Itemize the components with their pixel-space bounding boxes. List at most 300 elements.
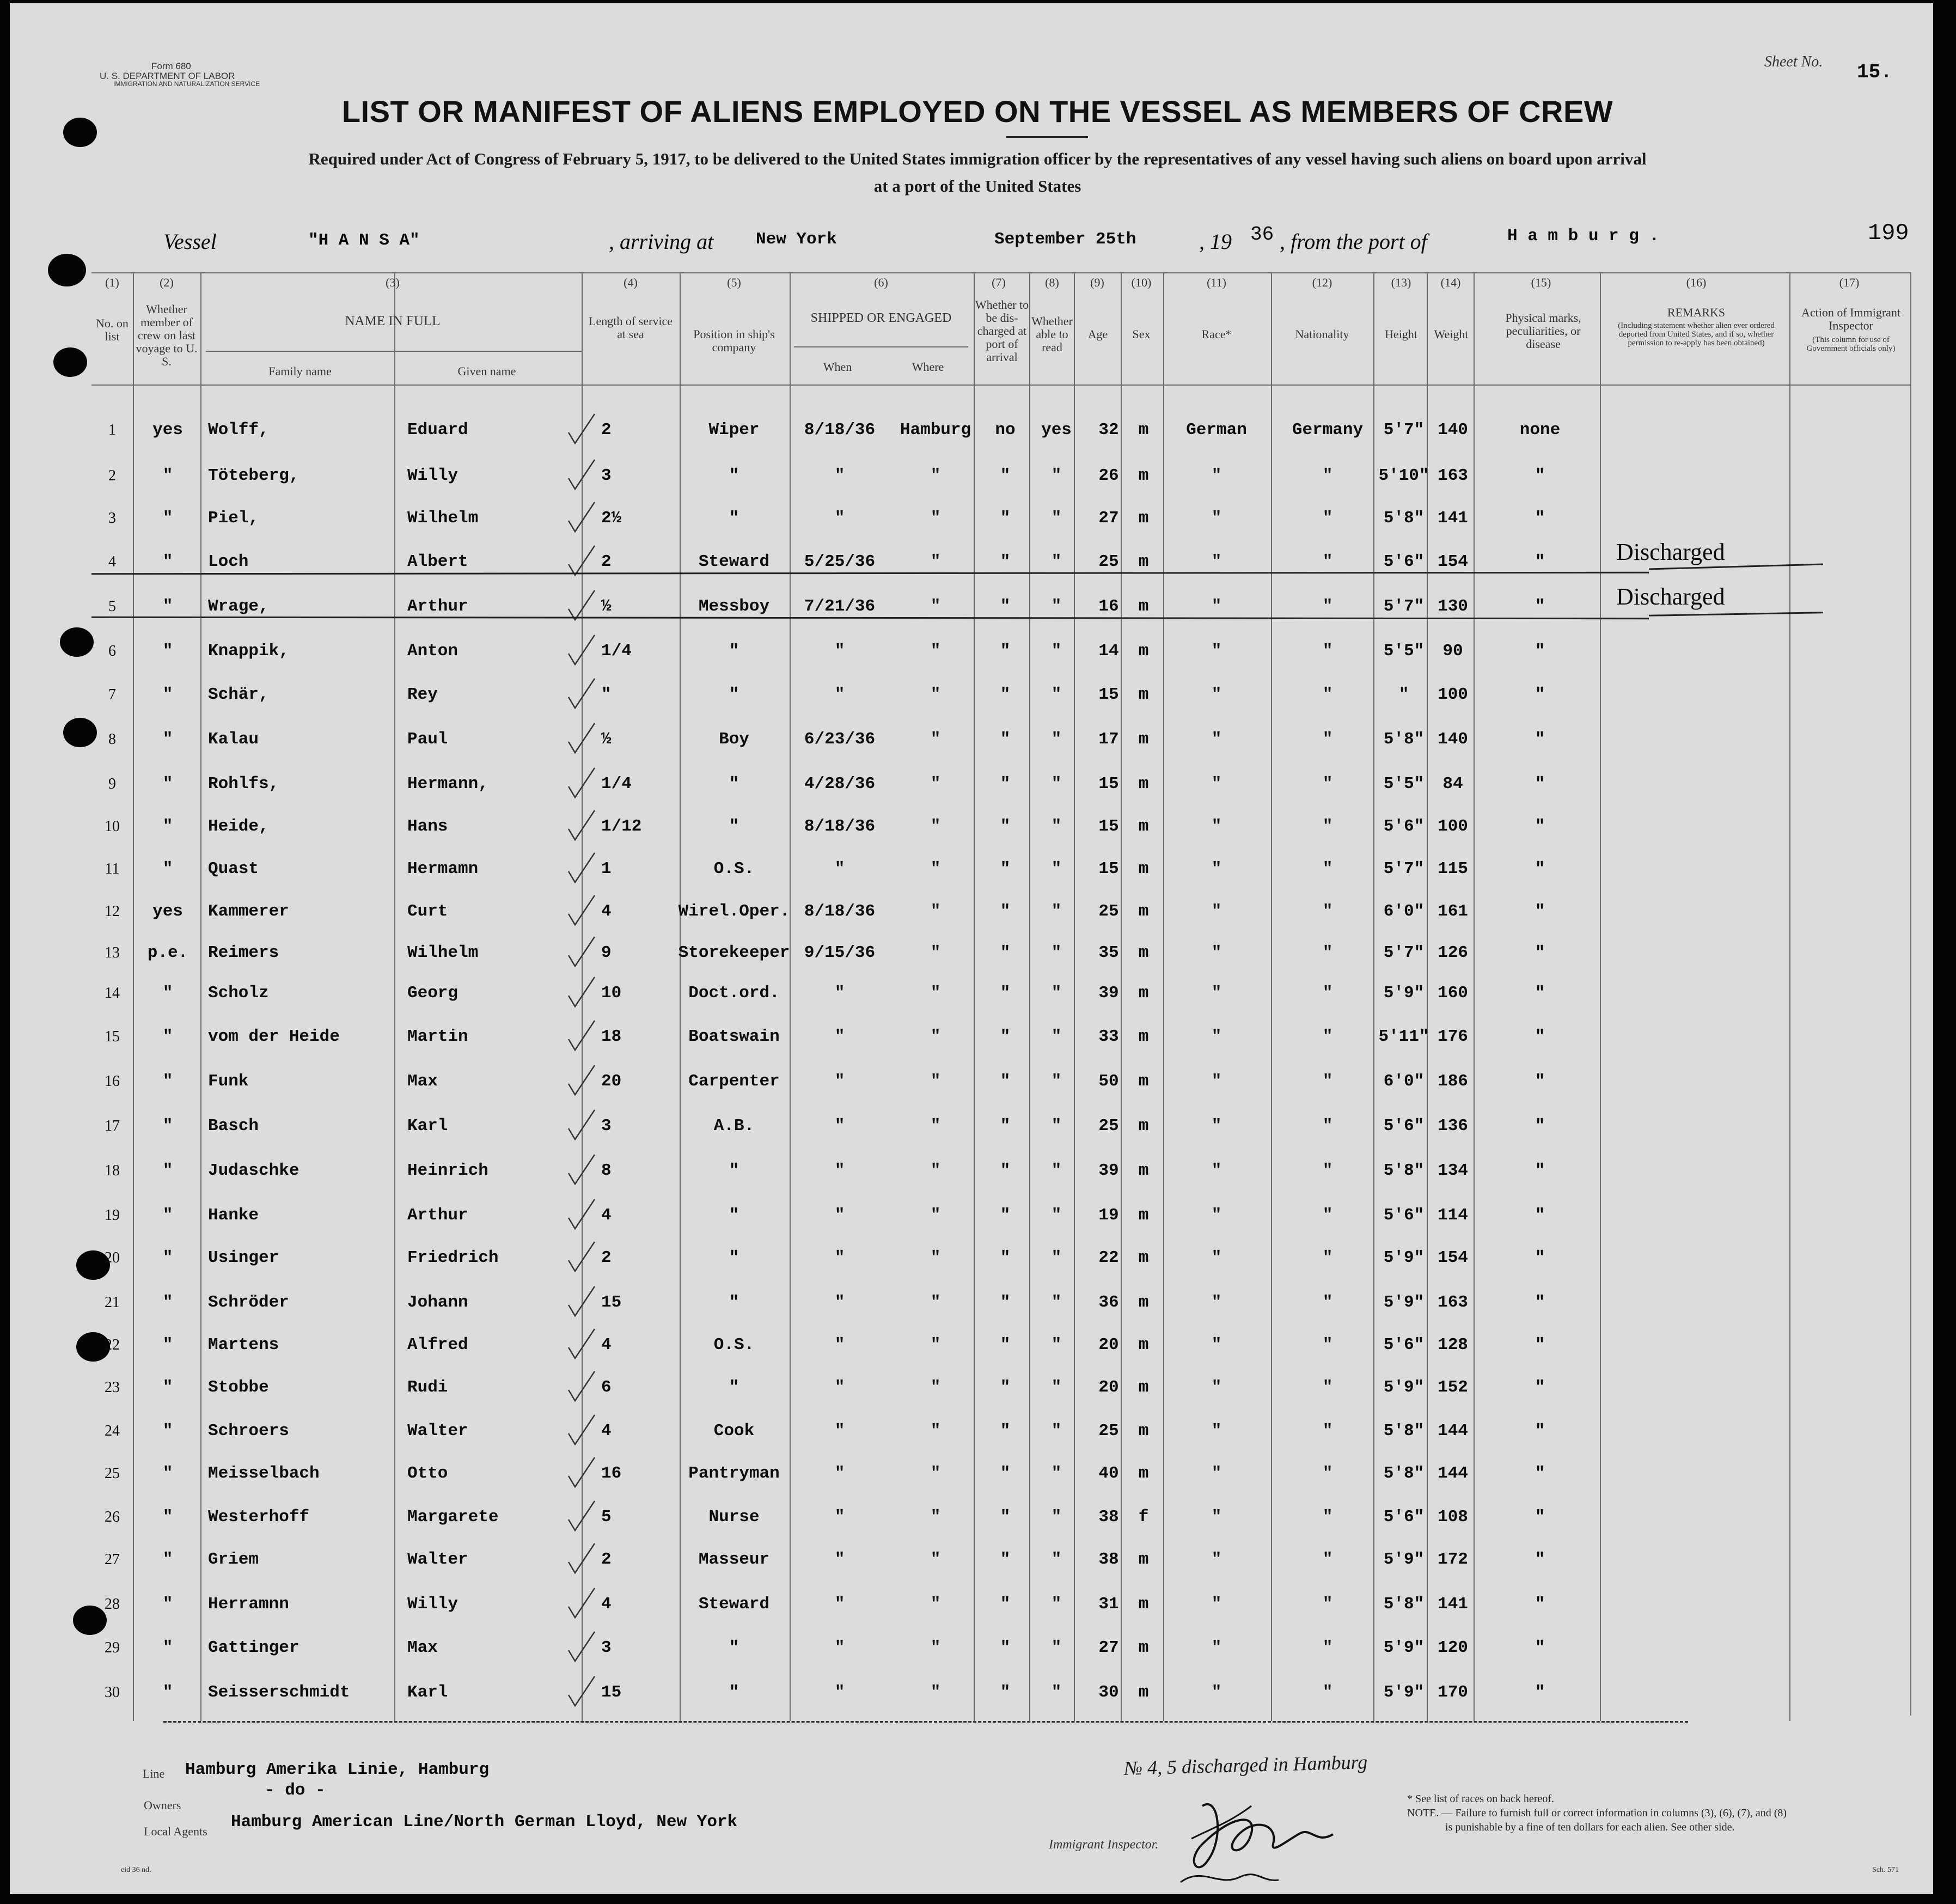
check-mark-icon (565, 807, 598, 845)
header-given-name: Given name (457, 364, 516, 378)
crew-nationality: " (1322, 1378, 1333, 1397)
crew-discharged: " (1000, 1595, 1011, 1614)
crew-family-name: Loch (208, 552, 249, 571)
form-subtitle-line1: Required under Act of Congress of February 5, 1917, to be delivered to the United States immigration officer by the representatives of any vessel having such aliens on board upon arrival (308, 149, 1647, 168)
owners-value: - do - (265, 1781, 326, 1800)
header-age: Age (1087, 327, 1108, 341)
crew-physical-marks: " (1535, 1508, 1545, 1527)
crew-sex: m (1138, 1464, 1149, 1483)
crew-weight: 128 (1438, 1335, 1468, 1354)
crew-weight: 152 (1438, 1378, 1468, 1397)
crew-shipped-where: " (930, 552, 941, 571)
crew-shipped-where: " (930, 1378, 941, 1397)
crew-position: Messboy (698, 597, 770, 616)
crew-shipped-where: Hamburg (900, 420, 971, 440)
crew-given-name: Hermann, (407, 774, 488, 794)
column-number: (8) (1045, 276, 1059, 289)
crew-age: 15 (1098, 859, 1119, 878)
table-row (10, 640, 1933, 662)
crew-weight: 140 (1438, 420, 1468, 440)
crew-race: " (1211, 1161, 1222, 1180)
crew-race: " (1211, 1206, 1222, 1225)
crew-position: " (729, 774, 739, 794)
crew-position: O.S. (713, 859, 755, 878)
crew-family-name: Heide, (208, 817, 269, 836)
crew-given-name: Rudi (407, 1378, 448, 1397)
crew-weight: 120 (1438, 1638, 1468, 1657)
crew-height: 5'9" (1383, 1638, 1425, 1657)
crew-given-name: Johann (407, 1293, 468, 1312)
crew-given-name: Karl (407, 1116, 448, 1136)
crew-length-service: 4 (601, 1206, 612, 1225)
crew-row-number: 17 (105, 1118, 120, 1134)
crew-position: Carpenter (688, 1072, 780, 1091)
crew-age: 40 (1098, 1464, 1119, 1483)
crew-nationality: " (1322, 1550, 1333, 1569)
crew-member-last-voyage: " (162, 1550, 173, 1569)
crew-physical-marks: " (1535, 1293, 1545, 1312)
crew-height: 5'5" (1383, 642, 1425, 661)
crew-age: 38 (1098, 1508, 1119, 1527)
crew-shipped-when: " (834, 1595, 845, 1614)
crew-age: 25 (1098, 902, 1119, 921)
crew-weight: 126 (1438, 943, 1468, 962)
crew-nationality: " (1322, 902, 1333, 921)
crew-sex: m (1138, 597, 1149, 616)
sheet-label: Sheet No. (1764, 53, 1823, 70)
crew-nationality: " (1322, 943, 1333, 962)
crew-position: " (729, 1683, 739, 1702)
crew-position: Boatswain (688, 1027, 780, 1046)
crew-sex: m (1138, 943, 1149, 962)
crew-height: 5'7" (1383, 859, 1425, 878)
crew-able-to-read: " (1051, 1116, 1062, 1136)
crew-given-name: Paul (407, 730, 448, 749)
crew-given-name: Arthur (407, 597, 468, 616)
table-row (10, 1205, 1933, 1226)
crew-nationality: " (1322, 1293, 1333, 1312)
table-row (10, 419, 1933, 441)
check-mark-icon (565, 1151, 598, 1189)
crew-discharged: " (1000, 774, 1011, 794)
check-mark-icon (565, 720, 598, 758)
check-mark-icon (565, 411, 598, 449)
crew-physical-marks: " (1535, 1335, 1545, 1354)
table-row (10, 465, 1933, 487)
crew-nationality: " (1322, 1638, 1333, 1657)
crew-family-name: Schär, (208, 685, 269, 704)
crew-shipped-when: 5/25/36 (804, 552, 876, 571)
crew-height: 5'6" (1383, 1508, 1425, 1527)
crew-member-last-voyage: p.e. (147, 943, 188, 962)
table-row (10, 1377, 1933, 1399)
penalty-note-line1: NOTE. — Failure to furnish full or correct information in columns (3), (6), (7), and (8) (1407, 1807, 1787, 1819)
crew-weight: 170 (1438, 1683, 1468, 1702)
crew-shipped-where: " (930, 859, 941, 878)
crew-length-service: ½ (601, 597, 612, 616)
crew-physical-marks: " (1535, 859, 1545, 878)
crew-row-number: 30 (105, 1684, 120, 1701)
crew-physical-marks: " (1535, 1116, 1545, 1136)
crew-length-service: 3 (601, 466, 612, 485)
crew-position: Boy (719, 730, 749, 749)
owners-label: Owners (144, 1798, 181, 1812)
crew-position: " (729, 817, 739, 836)
header-remarks: REMARKS (1667, 306, 1726, 319)
crew-age: 27 (1098, 509, 1119, 528)
crew-given-name: Martin (407, 1027, 468, 1046)
table-row (10, 583, 1933, 618)
crew-family-name: Basch (208, 1116, 259, 1136)
crew-discharged: " (1000, 1683, 1011, 1702)
check-mark-icon (565, 587, 598, 625)
form-title: LIST OR MANIFEST OF ALIENS EMPLOYED ON THE VESSEL AS MEMBERS OF CREW (341, 94, 1613, 129)
crew-height: 6'0" (1383, 902, 1425, 921)
crew-able-to-read: " (1051, 1293, 1062, 1312)
crew-age: 36 (1098, 1293, 1119, 1312)
crew-nationality: " (1322, 552, 1333, 571)
crew-nationality: " (1322, 1508, 1333, 1527)
crew-weight: 176 (1438, 1027, 1468, 1046)
crew-row-number: 26 (105, 1509, 120, 1525)
check-mark-icon (565, 974, 598, 1012)
crew-family-name: Westerhoff (208, 1508, 310, 1527)
crew-row-number: 18 (105, 1162, 120, 1179)
crew-race: " (1211, 642, 1222, 661)
crew-age: 19 (1098, 1206, 1119, 1225)
crew-length-service: 4 (601, 902, 612, 921)
crew-member-last-voyage: " (162, 1027, 173, 1046)
crew-length-service: ½ (601, 730, 612, 749)
vessel-name: "H A N S A" (308, 231, 420, 250)
crew-height: 5'9" (1383, 1683, 1425, 1702)
crew-member-last-voyage: " (162, 774, 173, 794)
inspector-signature (1170, 1773, 1366, 1893)
crew-length-service: 9 (601, 943, 612, 962)
crew-weight: 134 (1438, 1161, 1468, 1180)
crew-age: 15 (1098, 774, 1119, 794)
crew-physical-marks: " (1535, 774, 1545, 794)
crew-discharged: " (1000, 902, 1011, 921)
header-where: Where (912, 360, 944, 374)
crew-given-name: Wilhelm (407, 943, 479, 962)
header-when: When (823, 360, 852, 374)
shipping-line: Hamburg Amerika Linie, Hamburg (185, 1760, 490, 1779)
crew-race: " (1211, 984, 1222, 1003)
crew-position: " (729, 1378, 739, 1397)
arrival-year: 36 (1250, 223, 1274, 246)
crew-discharged: " (1000, 859, 1011, 878)
crew-height: 5'6" (1383, 817, 1425, 836)
crew-discharged: " (1000, 466, 1011, 485)
check-mark-icon (565, 892, 598, 930)
crew-row-number: 10 (105, 818, 120, 835)
crew-sex: m (1138, 817, 1149, 836)
crew-position: " (729, 1161, 739, 1180)
crew-discharged: " (1000, 685, 1011, 704)
crew-shipped-when: " (834, 1550, 845, 1569)
crew-race: " (1211, 859, 1222, 878)
crew-weight: 108 (1438, 1508, 1468, 1527)
crew-member-last-voyage: " (162, 984, 173, 1003)
crew-age: 15 (1098, 685, 1119, 704)
crew-height: 5'8" (1383, 1595, 1425, 1614)
crew-sex: m (1138, 1378, 1149, 1397)
crew-row-number: 11 (105, 861, 120, 877)
crew-row-number: 28 (105, 1596, 120, 1613)
crew-race: " (1211, 1072, 1222, 1091)
crew-family-name: Stobbe (208, 1378, 269, 1397)
crew-shipped-when: " (834, 1464, 845, 1483)
crew-shipped-where: " (930, 1595, 941, 1614)
crew-member-last-voyage: " (162, 685, 173, 704)
shipped-divider-rule (794, 346, 968, 347)
crew-member-last-voyage: " (162, 597, 173, 616)
crew-member-last-voyage: " (162, 1595, 173, 1614)
crew-position: Storekeeper (678, 943, 790, 962)
from-port-label: , from the port of (1280, 229, 1427, 254)
crew-row-number: 14 (105, 985, 120, 1002)
crew-length-service: 15 (601, 1683, 622, 1702)
crew-physical-marks: " (1535, 730, 1545, 749)
crew-nationality: " (1322, 597, 1333, 616)
header-bottom-rule (91, 385, 1910, 386)
crew-sex: m (1138, 902, 1149, 921)
crew-sex: m (1138, 1206, 1149, 1225)
column-number: (17) (1839, 276, 1860, 289)
column-number: (14) (1440, 276, 1461, 289)
crew-length-service: 1/12 (601, 817, 642, 836)
crew-sex: m (1138, 984, 1149, 1003)
table-row (10, 1682, 1933, 1704)
crew-length-service: " (601, 685, 612, 704)
crew-discharged: " (1000, 943, 1011, 962)
crew-weight: 144 (1438, 1464, 1468, 1483)
crew-height: 5'9" (1383, 1293, 1425, 1312)
crew-position: " (729, 1638, 739, 1657)
crew-member-last-voyage: " (162, 1161, 173, 1180)
crew-height: 5'7" (1383, 943, 1425, 962)
crew-family-name: Judaschke (208, 1161, 299, 1180)
crew-length-service: 5 (601, 1508, 612, 1527)
header-weight: Weight (1434, 327, 1469, 341)
crew-position: " (729, 509, 739, 528)
crew-height: 5'9" (1383, 984, 1425, 1003)
crew-sex: m (1138, 1248, 1149, 1267)
crew-able-to-read: " (1051, 642, 1062, 661)
crew-race: " (1211, 1335, 1222, 1354)
crew-row-number: 12 (105, 903, 120, 920)
crew-discharged: " (1000, 984, 1011, 1003)
crew-nationality: " (1322, 730, 1333, 749)
inspector-label: Immigrant Inspector. (1049, 1838, 1159, 1852)
manifest-sheet (10, 3, 1933, 1894)
column-number: (13) (1391, 276, 1411, 289)
crew-age: 38 (1098, 1550, 1119, 1569)
crew-weight: 140 (1438, 730, 1468, 749)
crew-member-last-voyage: " (162, 466, 173, 485)
crew-given-name: Hans (407, 817, 448, 836)
crew-position: " (729, 685, 739, 704)
header-race: Race* (1201, 327, 1232, 341)
crew-weight: 136 (1438, 1116, 1468, 1136)
crew-length-service: 1/4 (601, 774, 632, 794)
crew-weight: 100 (1438, 685, 1468, 704)
table-row (10, 1549, 1933, 1571)
crew-row-number: 1 (108, 422, 116, 438)
check-mark-icon (565, 1540, 598, 1578)
crew-race: " (1211, 1550, 1222, 1569)
crew-age: 25 (1098, 1421, 1119, 1441)
crew-given-name: Karl (407, 1683, 448, 1702)
crew-length-service: 8 (601, 1161, 612, 1180)
crew-discharged: " (1000, 642, 1011, 661)
crew-sex: m (1138, 730, 1149, 749)
crew-sex: m (1138, 1638, 1149, 1657)
check-mark-icon (565, 1326, 598, 1364)
table-row (10, 539, 1933, 573)
crew-family-name: Schröder (208, 1293, 289, 1312)
crew-weight: 90 (1442, 642, 1463, 661)
page-number: 199 (1868, 220, 1909, 246)
crew-age: 30 (1098, 1683, 1119, 1702)
crew-member-last-voyage: " (162, 859, 173, 878)
table-row (10, 684, 1933, 706)
crew-physical-marks: " (1535, 943, 1545, 962)
crew-sex: m (1138, 466, 1149, 485)
table-row (10, 1506, 1933, 1528)
crew-discharged: " (1000, 1550, 1011, 1569)
crew-weight: 114 (1438, 1206, 1468, 1225)
crew-length-service: 2 (601, 1248, 612, 1267)
crew-nationality: " (1322, 1072, 1333, 1091)
crew-shipped-where: " (930, 1248, 941, 1267)
header-sex: Sex (1132, 327, 1151, 341)
form-subtitle-line2: at a port of the United States (873, 176, 1081, 196)
column-number: (5) (727, 276, 741, 289)
crew-position: " (729, 1206, 739, 1225)
crew-able-to-read: " (1051, 774, 1062, 794)
crew-sex: m (1138, 1161, 1149, 1180)
crew-race: " (1211, 774, 1222, 794)
crew-shipped-where: " (930, 1508, 941, 1527)
check-mark-icon (565, 1283, 598, 1321)
crew-shipped-when: " (834, 1683, 845, 1702)
penalty-note-line2: is punishable by a fine of ten dollars for each alien. See other side. (1445, 1821, 1735, 1833)
crew-age: 16 (1098, 597, 1119, 616)
schedule-code: Sch. 571 (1872, 1866, 1899, 1874)
crew-nationality: " (1322, 1248, 1333, 1267)
crew-able-to-read: " (1051, 597, 1062, 616)
crew-length-service: 4 (601, 1595, 612, 1614)
table-row (10, 982, 1933, 1004)
crew-nationality: " (1322, 1206, 1333, 1225)
departure-port: H a m b u r g . (1507, 227, 1660, 246)
crew-physical-marks: " (1535, 1248, 1545, 1267)
header-remarks-note: (Including statement whether alien ever ordered deported from United States, and if so, whether permission to re-apply has been obtained) (1618, 321, 1775, 347)
column-number: (6) (874, 276, 888, 289)
crew-row-number: 25 (105, 1465, 120, 1482)
crew-physical-marks: " (1535, 1595, 1545, 1614)
header-name-in-full: NAME IN FULL (345, 314, 441, 328)
crew-nationality: " (1322, 685, 1333, 704)
crew-shipped-when: " (834, 1293, 845, 1312)
crew-nationality: " (1322, 1335, 1333, 1354)
crew-race: " (1211, 509, 1222, 528)
crew-able-to-read: " (1051, 902, 1062, 921)
crew-discharged: " (1000, 730, 1011, 749)
check-mark-icon (565, 1412, 598, 1450)
crew-able-to-read: " (1051, 509, 1062, 528)
crew-length-service: 3 (601, 1116, 612, 1136)
punch-hole (63, 118, 97, 147)
crew-able-to-read: " (1051, 984, 1062, 1003)
crew-position: Wirel.Oper. (678, 902, 790, 921)
crew-able-to-read: " (1051, 943, 1062, 962)
crew-race: " (1211, 1027, 1222, 1046)
crew-row-number: 29 (105, 1639, 120, 1656)
check-mark-icon (565, 850, 598, 888)
table-row (10, 1420, 1933, 1442)
header-position: Position in ship's company (693, 327, 775, 354)
form-number: Form 680 (151, 61, 191, 71)
crew-able-to-read: " (1051, 1378, 1062, 1397)
crew-row-number: 24 (105, 1423, 120, 1439)
crew-row-number: 5 (108, 598, 116, 615)
crew-race: " (1211, 1248, 1222, 1267)
crew-sex: m (1138, 1335, 1149, 1354)
crew-age: 17 (1098, 730, 1119, 749)
crew-race: " (1211, 1293, 1222, 1312)
crew-family-name: Gattinger (208, 1638, 299, 1657)
crew-weight: 154 (1438, 552, 1468, 571)
crew-row-number: 27 (105, 1551, 120, 1568)
crew-height: 5'6" (1383, 1335, 1425, 1354)
crew-family-name: Scholz (208, 984, 269, 1003)
crew-given-name: Margarete (407, 1508, 499, 1527)
crew-sex: f (1138, 1508, 1149, 1527)
crew-weight: 144 (1438, 1421, 1468, 1441)
crew-member-last-voyage: " (162, 1206, 173, 1225)
crew-member-last-voyage: " (162, 1248, 173, 1267)
crew-weight: 84 (1442, 774, 1463, 794)
crew-discharged: no (995, 420, 1016, 440)
crew-physical-marks: " (1535, 685, 1545, 704)
crew-nationality: " (1322, 466, 1333, 485)
crew-sex: m (1138, 685, 1149, 704)
crew-race: " (1211, 597, 1222, 616)
crew-discharged: " (1000, 1508, 1011, 1527)
service-label: IMMIGRATION AND NATURALIZATION SERVICE (113, 80, 260, 88)
crew-sex: m (1138, 1595, 1149, 1614)
crew-able-to-read: " (1051, 1248, 1062, 1267)
crew-member-last-voyage: " (162, 642, 173, 661)
table-row (10, 942, 1933, 964)
crew-height: 5'7" (1383, 597, 1425, 616)
crew-given-name: Hermamn (407, 859, 479, 878)
crew-physical-marks: " (1535, 1206, 1545, 1225)
crew-weight: 141 (1438, 509, 1468, 528)
crew-race: " (1211, 1595, 1222, 1614)
crew-shipped-where: " (930, 1072, 941, 1091)
check-mark-icon (565, 1238, 598, 1277)
crew-nationality: " (1322, 1464, 1333, 1483)
crew-shipped-where: " (930, 730, 941, 749)
crew-discharged: " (1000, 1027, 1011, 1046)
crew-position: Nurse (708, 1508, 760, 1527)
crew-given-name: Willy (407, 466, 459, 485)
crew-shipped-where: " (930, 642, 941, 661)
